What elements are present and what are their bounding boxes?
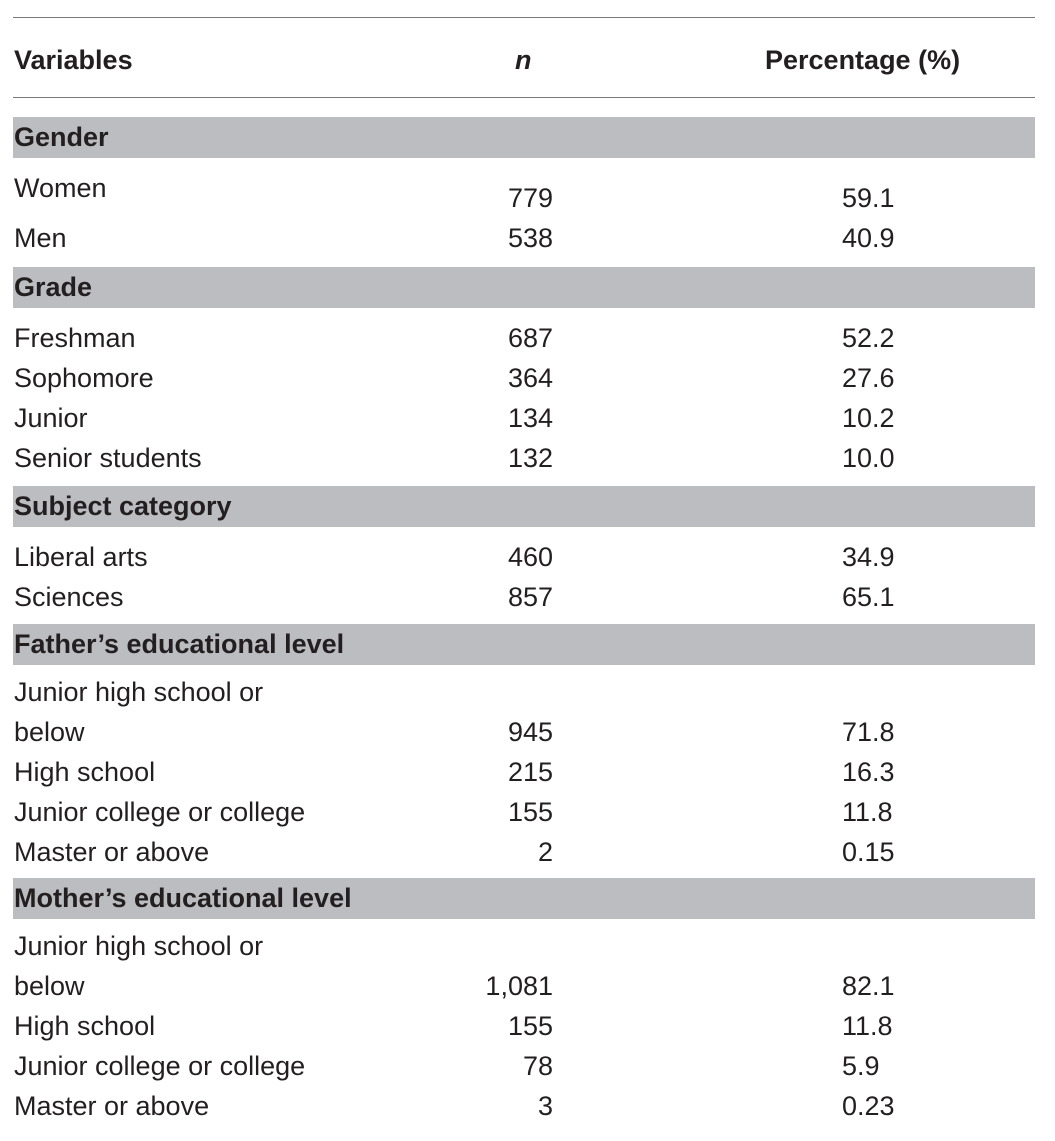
row-label: Master or above — [14, 1091, 210, 1121]
section-title: Mother’s educational level — [14, 883, 352, 913]
row-percentage-value: 27.6 — [842, 363, 895, 393]
row-label: Liberal arts — [14, 542, 148, 572]
row-n-value: 364 — [507, 363, 553, 393]
table-row — [13, 318, 1035, 358]
row-percentage-value: 5.9 — [842, 1051, 880, 1081]
row-percentage-value: 52.2 — [842, 323, 895, 353]
row-percentage-value: 82.1 — [842, 971, 895, 1001]
table-row — [13, 438, 1035, 478]
row-label: Sciences — [14, 582, 124, 612]
table-row — [13, 752, 1035, 792]
row-percentage-value: 59.1 — [842, 183, 895, 213]
row-percentage-value: 10.0 — [842, 443, 895, 473]
row-label: Women — [14, 173, 107, 203]
row-label: Master or above — [14, 837, 210, 867]
row-percentage-value: 10.2 — [842, 403, 895, 433]
table-row — [13, 792, 1035, 832]
row-label: Sophomore — [14, 363, 154, 393]
row-n-value: 78 — [522, 1051, 553, 1081]
row-n-value: 460 — [507, 542, 553, 572]
row-percentage-value: 65.1 — [842, 582, 895, 612]
row-percentage-value: 16.3 — [842, 757, 895, 787]
table-row — [13, 218, 1035, 258]
section-title: Gender — [14, 122, 109, 152]
row-n-value: 857 — [507, 582, 553, 612]
section-header — [13, 117, 1035, 158]
row-n-value: 134 — [507, 403, 553, 433]
row-percentage-value: 34.9 — [842, 542, 895, 572]
section-header — [13, 878, 1035, 919]
row-label: High school — [14, 757, 156, 787]
row-label: Junior high school or below — [14, 677, 264, 747]
row-n-value: 132 — [507, 443, 553, 473]
table-row — [13, 832, 1035, 872]
table-row — [13, 577, 1035, 617]
table-row — [13, 1006, 1035, 1046]
row-n-value: 1,081 — [485, 971, 553, 1001]
row-percentage-value: 11.8 — [842, 797, 893, 827]
row-n-value: 2 — [537, 837, 553, 867]
row-label: Junior college or college — [14, 1051, 306, 1081]
table-row — [13, 1046, 1035, 1086]
header-percentage: Percentage (%) — [765, 45, 961, 75]
row-label: Junior college or college — [14, 797, 306, 827]
table-row — [13, 1086, 1035, 1126]
row-percentage-value: 71.8 — [842, 717, 895, 747]
table-row — [13, 398, 1035, 438]
section-title: Father’s educational level — [14, 629, 345, 659]
row-percentage-value: 11.8 — [842, 1011, 893, 1041]
row-n-value: 779 — [507, 183, 553, 213]
row-label: High school — [14, 1011, 156, 1041]
row-n-value: 215 — [507, 757, 553, 787]
row-percentage-value: 0.23 — [842, 1091, 895, 1121]
row-percentage-value: 40.9 — [842, 223, 895, 253]
header-variables: Variables — [14, 45, 133, 75]
section-header — [13, 624, 1035, 665]
row-label: Junior — [14, 403, 88, 433]
row-n-value: 155 — [507, 1011, 553, 1041]
header-row — [13, 40, 1035, 80]
table-row — [13, 173, 1035, 218]
table-row — [13, 537, 1035, 577]
section-title: Grade — [14, 272, 93, 302]
row-percentage-value: 0.15 — [842, 837, 895, 867]
section-header — [13, 486, 1035, 527]
row-n-value: 945 — [507, 717, 553, 747]
row-n-value: 155 — [507, 797, 553, 827]
table-row — [13, 926, 1035, 1006]
row-n-value: 3 — [537, 1091, 553, 1121]
header-n: n — [515, 45, 532, 75]
top-rule — [13, 17, 1035, 18]
row-label: Senior students — [14, 443, 202, 473]
section-header — [13, 267, 1035, 308]
row-n-value: 538 — [507, 223, 553, 253]
row-label: Men — [14, 223, 67, 253]
row-n-value: 687 — [507, 323, 553, 353]
section-title: Subject category — [14, 491, 232, 521]
table-row — [13, 672, 1035, 752]
table-row — [13, 358, 1035, 398]
row-label: Freshman — [14, 323, 136, 353]
header-rule — [13, 97, 1035, 98]
row-label: Junior high school or below — [14, 931, 264, 1001]
